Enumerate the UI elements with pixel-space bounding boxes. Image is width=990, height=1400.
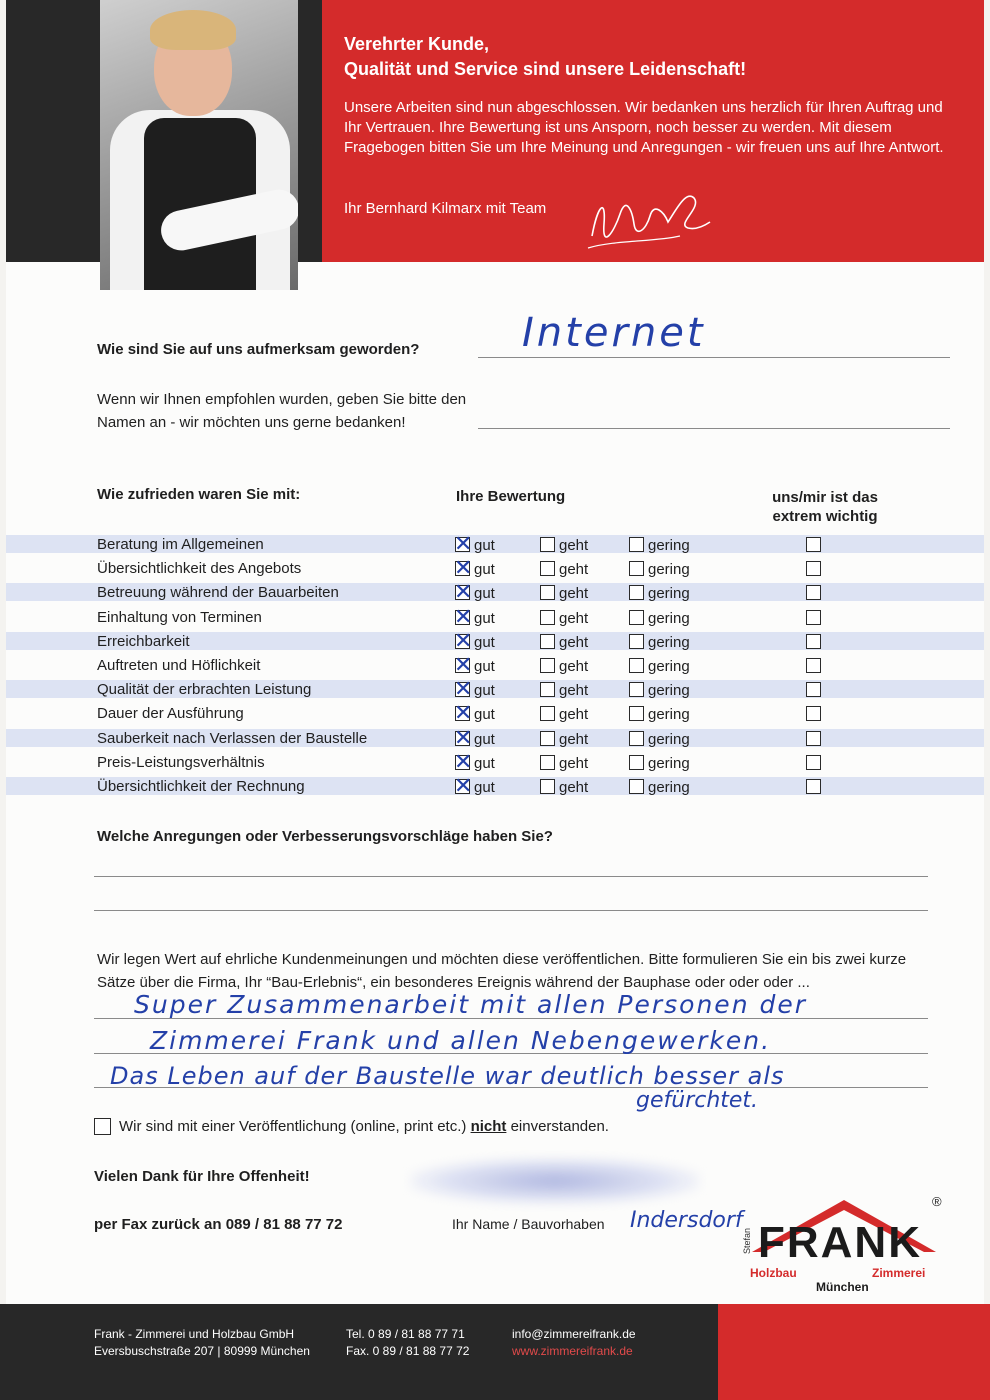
rating-checkbox-geht[interactable] bbox=[540, 731, 555, 746]
important-checkbox[interactable] bbox=[806, 537, 821, 552]
rating-option-label-gut: gut bbox=[474, 537, 495, 554]
rating-checkbox-geht[interactable] bbox=[540, 755, 555, 770]
rating-checkbox-gering[interactable] bbox=[629, 779, 644, 794]
rating-option-label-geht: geht bbox=[559, 682, 589, 699]
rating-checkbox-gering[interactable] bbox=[629, 537, 644, 552]
rating-option-label-gut: gut bbox=[474, 682, 495, 699]
footer-contact bbox=[512, 1326, 636, 1360]
rating-check-mark: ✕ bbox=[454, 773, 473, 798]
footer-web[interactable]: www.zimmereifrank.de bbox=[512, 1344, 633, 1358]
rating-option-label-geht: geht bbox=[559, 658, 589, 675]
important-checkbox[interactable] bbox=[806, 731, 821, 746]
rating-checkbox-gering[interactable] bbox=[629, 755, 644, 770]
rating-checkbox-gering[interactable] bbox=[629, 682, 644, 697]
rating-option-label-gut: gut bbox=[474, 585, 495, 602]
consent-text-pre: Wir sind mit einer Veröffentlichung (online, print etc.) bbox=[119, 1118, 471, 1135]
handwritten-line-3[interactable]: Das Leben auf der Baustelle war deutlich besser als bbox=[110, 1062, 785, 1090]
rating-row-label: Betreuung während der Bauarbeiten bbox=[97, 584, 339, 601]
rating-checkbox-geht[interactable] bbox=[540, 634, 555, 649]
important-checkbox[interactable] bbox=[806, 658, 821, 673]
rating-option-label-geht: geht bbox=[559, 585, 589, 602]
rating-check-mark: ✕ bbox=[454, 579, 473, 604]
rating-option-label-gering: gering bbox=[648, 585, 690, 602]
rating-checkbox-gering[interactable] bbox=[629, 610, 644, 625]
fax-text: per Fax zurück an 089 / 81 88 77 72 bbox=[94, 1216, 343, 1233]
rating-check-mark: ✕ bbox=[454, 652, 473, 677]
rating-row-label: Sauberkeit nach Verlassen der Baustelle bbox=[97, 730, 368, 747]
answer-source-line bbox=[478, 357, 950, 358]
publish-text: Wir legen Wert auf ehrliche Kundenmeinungen und möchten diese veröffentlichen. Bitte formulieren Sie ein bis zwei kurze Sätze über die Firma, Ihr “Bau-Erlebnis“, ein besonderes Ereignis während der Bauphase oder oder oder ... bbox=[97, 951, 907, 991]
question-referral: Wenn wir Ihnen empfohlen wurden, geben Sie bitte den Namen an - wir möchten uns gerne bedanken! bbox=[97, 391, 467, 431]
rating-checkbox-geht[interactable] bbox=[540, 706, 555, 721]
important-checkbox[interactable] bbox=[806, 561, 821, 576]
important-checkbox[interactable] bbox=[806, 755, 821, 770]
rating-option-label-gering: gering bbox=[648, 755, 690, 772]
suggestions-line-2 bbox=[94, 910, 928, 911]
rating-row-label: Preis-Leistungsverhältnis bbox=[97, 754, 265, 771]
rating-row-label: Einhaltung von Terminen bbox=[97, 609, 262, 626]
rating-check-mark: ✕ bbox=[454, 628, 473, 653]
suggestions-line-1 bbox=[94, 876, 928, 877]
rating-option-label-gering: gering bbox=[648, 658, 690, 675]
header-red-panel bbox=[322, 0, 984, 262]
rating-option-label-geht: geht bbox=[559, 731, 589, 748]
important-checkbox[interactable] bbox=[806, 634, 821, 649]
rating-check-mark: ✕ bbox=[454, 725, 473, 750]
consent-text-bold: nicht bbox=[470, 1118, 507, 1135]
footer-phone bbox=[346, 1326, 469, 1360]
ratings-heading-rating: Ihre Bewertung bbox=[456, 488, 566, 505]
rating-row-label: Auftreten und Höflichkeit bbox=[97, 657, 261, 674]
signature-graphic bbox=[584, 184, 714, 256]
header-signoff: Ihr Bernhard Kilmarx mit Team bbox=[344, 200, 547, 217]
name-value[interactable]: Indersdorf bbox=[630, 1208, 743, 1233]
rating-option-label-geht: geht bbox=[559, 561, 589, 578]
answer-source[interactable]: Internet bbox=[522, 310, 706, 356]
rating-option-label-gering: gering bbox=[648, 537, 690, 554]
rating-check-mark: ✕ bbox=[454, 604, 473, 629]
thanks-text: Vielen Dank für Ihre Offenheit! bbox=[94, 1168, 310, 1185]
rating-option-label-gut: gut bbox=[474, 706, 495, 723]
rating-option-label-gering: gering bbox=[648, 779, 690, 796]
rating-option-label-gut: gut bbox=[474, 755, 495, 772]
question-source: Wie sind Sie auf uns aufmerksam geworden? bbox=[97, 341, 420, 358]
header-title: Verehrter Kunde, Qualität und Service sind unsere Leidenschaft! bbox=[344, 34, 747, 79]
rating-option-label-gut: gut bbox=[474, 610, 495, 627]
important-checkbox[interactable] bbox=[806, 610, 821, 625]
important-checkbox[interactable] bbox=[806, 585, 821, 600]
rating-option-label-gering: gering bbox=[648, 561, 690, 578]
handwritten-line-1[interactable]: Super Zusammenarbeit mit allen Personen der bbox=[134, 990, 808, 1019]
rating-row-label: Qualität der erbrachten Leistung bbox=[97, 681, 312, 698]
rating-checkbox-gering[interactable] bbox=[629, 706, 644, 721]
rating-check-mark: ✕ bbox=[454, 531, 473, 556]
rating-checkbox-geht[interactable] bbox=[540, 658, 555, 673]
header-intro: Unsere Arbeiten sind nun abgeschlossen. Wir bedanken uns herzlich für Ihren Auftrag und Ihr Vertrauen. Ihre Bewertung ist uns Ansporn, noch besser zu werden. Mit diesem Fragebogen bitten Sie um Ihre Meinung und Anregungen - wir freuen uns auf Ihre Antwort. bbox=[344, 99, 944, 156]
footer-tel: Tel. 0 89 / 81 88 77 71 bbox=[346, 1327, 465, 1341]
rating-row-label: Erreichbarkeit bbox=[97, 633, 190, 650]
rating-option-label-geht: geht bbox=[559, 537, 589, 554]
rating-checkbox-geht[interactable] bbox=[540, 561, 555, 576]
logo-reg-mark: ® bbox=[932, 1194, 942, 1209]
logo-zimmerei: Zimmerei bbox=[872, 1266, 926, 1280]
rating-option-label-gering: gering bbox=[648, 706, 690, 723]
rating-checkbox-geht[interactable] bbox=[540, 682, 555, 697]
ratings-heading: Wie zufrieden waren Sie mit: bbox=[97, 486, 301, 503]
consent-text bbox=[119, 1118, 609, 1135]
rating-option-label-geht: geht bbox=[559, 755, 589, 772]
consent-text-post: einverstanden. bbox=[506, 1118, 609, 1135]
logo-stefan: Stefan bbox=[742, 1227, 753, 1255]
rating-check-mark: ✕ bbox=[454, 749, 473, 774]
rating-row-label: Dauer der Ausführung bbox=[97, 705, 244, 722]
footer-company-name: Frank - Zimmerei und Holzbau GmbH bbox=[94, 1327, 295, 1341]
rating-option-label-gering: gering bbox=[648, 610, 690, 627]
logo-city: München bbox=[816, 1280, 869, 1294]
footer-company bbox=[94, 1326, 310, 1360]
rating-checkbox-gering[interactable] bbox=[629, 585, 644, 600]
rating-row-label: Beratung im Allgemeinen bbox=[97, 536, 264, 553]
ratings-heading-important: uns/mir ist das extrem wichtig bbox=[772, 489, 878, 525]
rating-checkbox-geht[interactable] bbox=[540, 610, 555, 625]
important-checkbox[interactable] bbox=[806, 682, 821, 697]
rating-checkbox-geht[interactable] bbox=[540, 537, 555, 552]
blurred-name bbox=[410, 1158, 700, 1204]
rating-checkbox-geht[interactable] bbox=[540, 585, 555, 600]
rating-option-label-geht: geht bbox=[559, 779, 589, 796]
rating-checkbox-gering[interactable] bbox=[629, 634, 644, 649]
footer-address: Eversbuschstraße 207 | 80999 München bbox=[94, 1344, 310, 1358]
handwritten-line-2[interactable]: Zimmerei Frank und allen Nebengewerken. bbox=[150, 1026, 772, 1055]
frank-logo bbox=[744, 1196, 954, 1296]
rating-check-mark: ✕ bbox=[454, 676, 473, 701]
rating-checkbox-gering[interactable] bbox=[629, 731, 644, 746]
rating-option-label-gut: gut bbox=[474, 658, 495, 675]
rating-option-label-gering: gering bbox=[648, 634, 690, 651]
footer-email[interactable]: info@zimmereifrank.de bbox=[512, 1327, 636, 1341]
rating-row-label: Übersichtlichkeit der Rechnung bbox=[97, 778, 305, 795]
rating-option-label-geht: geht bbox=[559, 610, 589, 627]
footer-red-panel bbox=[718, 1304, 990, 1400]
important-checkbox[interactable] bbox=[806, 779, 821, 794]
referral-line bbox=[478, 428, 950, 429]
logo-brand: FRANK bbox=[758, 1218, 922, 1267]
footer-fax: Fax. 0 89 / 81 88 77 72 bbox=[346, 1344, 470, 1358]
rating-checkbox-geht[interactable] bbox=[540, 779, 555, 794]
rating-option-label-gut: gut bbox=[474, 561, 495, 578]
rating-option-label-gut: gut bbox=[474, 634, 495, 651]
name-label: Ihr Name / Bauvorhaben bbox=[452, 1216, 605, 1232]
logo-holzbau: Holzbau bbox=[750, 1266, 797, 1280]
rating-option-label-geht: geht bbox=[559, 634, 589, 651]
portrait-photo bbox=[100, 0, 298, 290]
rating-check-mark: ✕ bbox=[454, 700, 473, 725]
handwritten-line-4[interactable]: gefürchtet. bbox=[636, 1088, 759, 1113]
rating-checkbox-gering[interactable] bbox=[629, 561, 644, 576]
rating-check-mark: ✕ bbox=[454, 555, 473, 580]
rating-option-label-geht: geht bbox=[559, 706, 589, 723]
rating-checkbox-gering[interactable] bbox=[629, 658, 644, 673]
consent-checkbox[interactable] bbox=[94, 1118, 111, 1135]
rating-row-label: Übersichtlichkeit des Angebots bbox=[97, 560, 302, 577]
rating-option-label-gut: gut bbox=[474, 731, 495, 748]
rating-option-label-gering: gering bbox=[648, 731, 690, 748]
suggestions-heading: Welche Anregungen oder Verbesserungsvorschläge haben Sie? bbox=[97, 828, 553, 845]
important-checkbox[interactable] bbox=[806, 706, 821, 721]
rating-option-label-gering: gering bbox=[648, 682, 690, 699]
rating-option-label-gut: gut bbox=[474, 779, 495, 796]
